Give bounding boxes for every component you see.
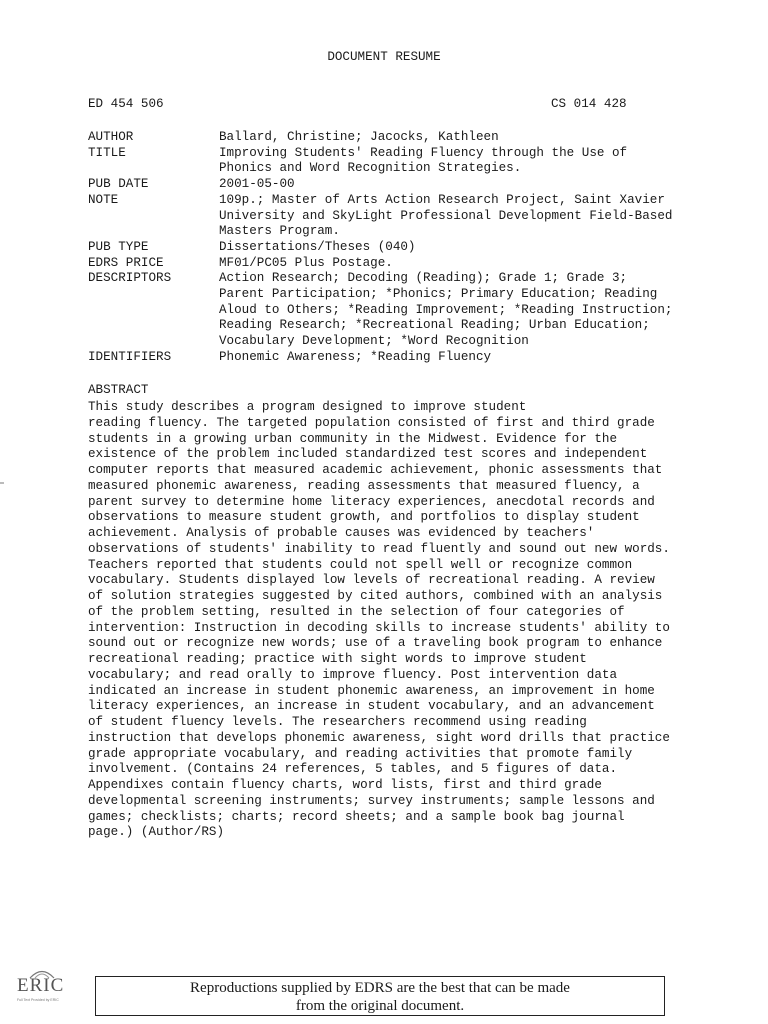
eric-logo-subtext: Full Text Provided by ERIC — [17, 998, 59, 1002]
field-row-descriptors — [88, 271, 688, 350]
field-label: AUTHOR — [88, 130, 134, 144]
field-label: PUB DATE — [88, 177, 149, 192]
field-value: 2001-05-00 — [219, 177, 295, 192]
scan-artifact-mark — [0, 482, 4, 484]
field-label: EDRS PRICE — [88, 255, 164, 270]
document-title: DOCUMENT RESUME — [327, 50, 441, 64]
reproduction-notice-line-2: from the original document. — [295, 998, 465, 1014]
field-row-title — [88, 146, 688, 177]
field-row-identifiers — [88, 350, 688, 366]
field-value: 109p.; Master of Arts Action Research Project, Saint Xavier University and SkyLight Professional Development Field-Based Masters Program. — [219, 192, 673, 239]
abstract-text: This study describes a program designed to improve student reading fluency. The targeted population consisted of first and third grade students in a growing urban community in the Midwest. Evidence for the existence of the problem included standardized test scores and independent computer reports that measured academic achievement, phonic assessments that measured phonemic awareness, reading assessments that measured fluency, a parent survey to determine home literacy experiences, anecdotal records and observations to measure student growth, and portfolios to display student achievement. Analysis of probable causes was evidenced by teachers' observations of students' inability to read fluently and sound out new words. Teachers reported that students could not spell well or recognize common vocabulary. Students displayed low levels of recreational reading. A review of solution strategies suggested by cited authors, combined with an analysis of the problem setting, resulted in the selection of four categories of intervention: Instruction in decoding skills to increase students' ability to sound out or recognize new words; use of a traveling book program to enhance recreational reading; practice with sight words to improve student vocabulary; and read orally to improve fluency. Post intervention data indicated an increase in student phonemic awareness, an improvement in home literacy experiences, an increase in student vocabulary, and an advancement of student fluency levels. The researchers recommend using reading instruction that develops phonemic awareness, sight word drills that practice grade appropriate vocabulary, and reading activities that promote family involvement. (Contains 24 references, 5 tables, and 5 figures of data. Appendixes contain fluency charts, word lists, first and third grade developmental screening instruments; survey instruments; sample lessons and games; checklists; charts; record sheets; and a sample book bag journal page.) (Author/RS) — [88, 400, 670, 840]
field-value: Improving Students' Reading Fluency through the Use of Phonics and Word Recognition Strategies. — [219, 145, 628, 176]
field-row-pub-date — [88, 177, 688, 193]
field-value: Action Research; Decoding (Reading); Grade 1; Grade 3; Parent Participation; *Phonics; Primary Education; Reading Aloud to Others; *Reading Improvement; *Reading Instruction; Reading Research; *Recreational Reading; Urban Education; Vocabulary Development; *Word Recognition — [219, 271, 673, 349]
eric-logo — [13, 968, 69, 1008]
field-row-author — [88, 130, 688, 146]
field-row-edrs-price — [88, 256, 688, 272]
metadata-fields — [88, 130, 688, 366]
ed-number: ED 454 506 — [88, 97, 164, 111]
eric-logo-text: ERIC — [17, 975, 65, 996]
cs-number: CS 014 428 — [551, 97, 627, 111]
field-label: NOTE — [88, 192, 119, 207]
field-row-note — [88, 193, 688, 240]
field-row-pub-type — [88, 240, 688, 256]
field-value: Ballard, Christine; Jacocks, Kathleen — [219, 130, 499, 144]
field-value: Phonemic Awareness; *Reading Fluency — [219, 349, 492, 364]
field-label: PUB TYPE — [88, 239, 149, 254]
field-value: MF01/PC05 Plus Postage. — [219, 255, 393, 270]
field-label: TITLE — [88, 145, 126, 160]
reproduction-notice-line-1: Reproductions supplied by EDRS are the best that can be made — [190, 980, 570, 996]
abstract-heading: ABSTRACT — [88, 383, 149, 397]
reproduction-notice-box — [95, 976, 665, 1016]
field-value: Dissertations/Theses (040) — [219, 239, 416, 254]
field-label: IDENTIFIERS — [88, 349, 172, 364]
field-label: DESCRIPTORS — [88, 271, 172, 286]
